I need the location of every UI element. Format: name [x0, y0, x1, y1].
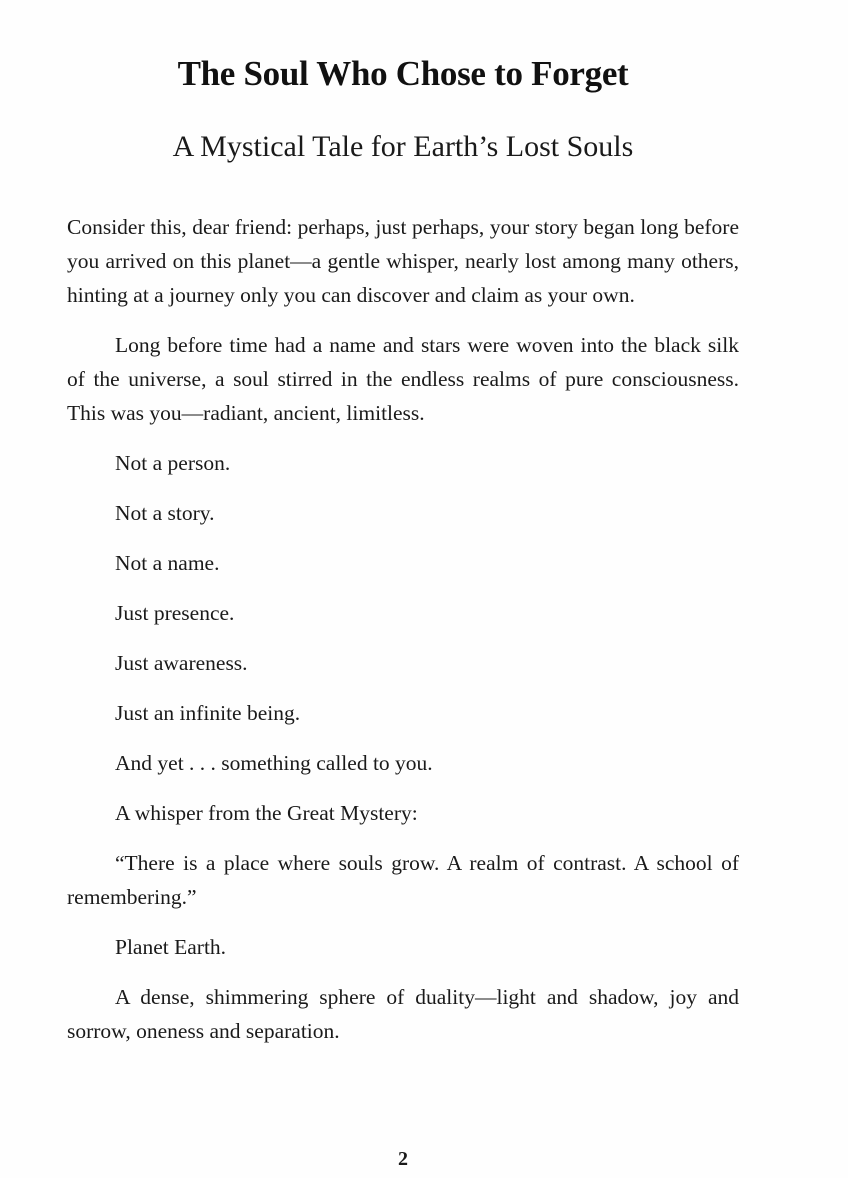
paragraph: Planet Earth. [115, 935, 227, 959]
paragraph: And yet . . . something called to you. [115, 751, 433, 775]
body-text [67, 210, 739, 1064]
page-subtitle: A Mystical Tale for Earth’s Lost Souls [172, 130, 634, 163]
paragraph: Just presence. [115, 601, 235, 625]
page-number: 2 [398, 1148, 408, 1170]
paragraph: Not a name. [115, 551, 220, 575]
paragraph: A dense, shimmering sphere of duality—light and shadow, joy and sorrow, oneness and separation. [67, 985, 739, 1043]
page-title: The Soul Who Chose to Forget [177, 54, 629, 93]
paragraph: Long before time had a name and stars were woven into the black silk of the universe, a soul stirred in the endless realms of pure consciousness. This was you—radiant, ancient, limitless. [67, 333, 739, 425]
paragraph: Just an infinite being. [115, 701, 301, 725]
paragraph: Not a story. [115, 501, 215, 525]
paragraph-intro: Consider this, dear friend: perhaps, just perhaps, your story began long before you arrived on this planet—a gentle whisper, nearly lost among many others, hinting at a journey only you can discover and claim as your own. [67, 215, 739, 307]
paragraph: A whisper from the Great Mystery: [115, 801, 418, 825]
paragraph-quote: “There is a place where souls grow. A realm of contrast. A school of remembering.” [67, 851, 739, 909]
paragraph: Just awareness. [115, 651, 248, 675]
paragraph: Not a person. [115, 451, 231, 475]
